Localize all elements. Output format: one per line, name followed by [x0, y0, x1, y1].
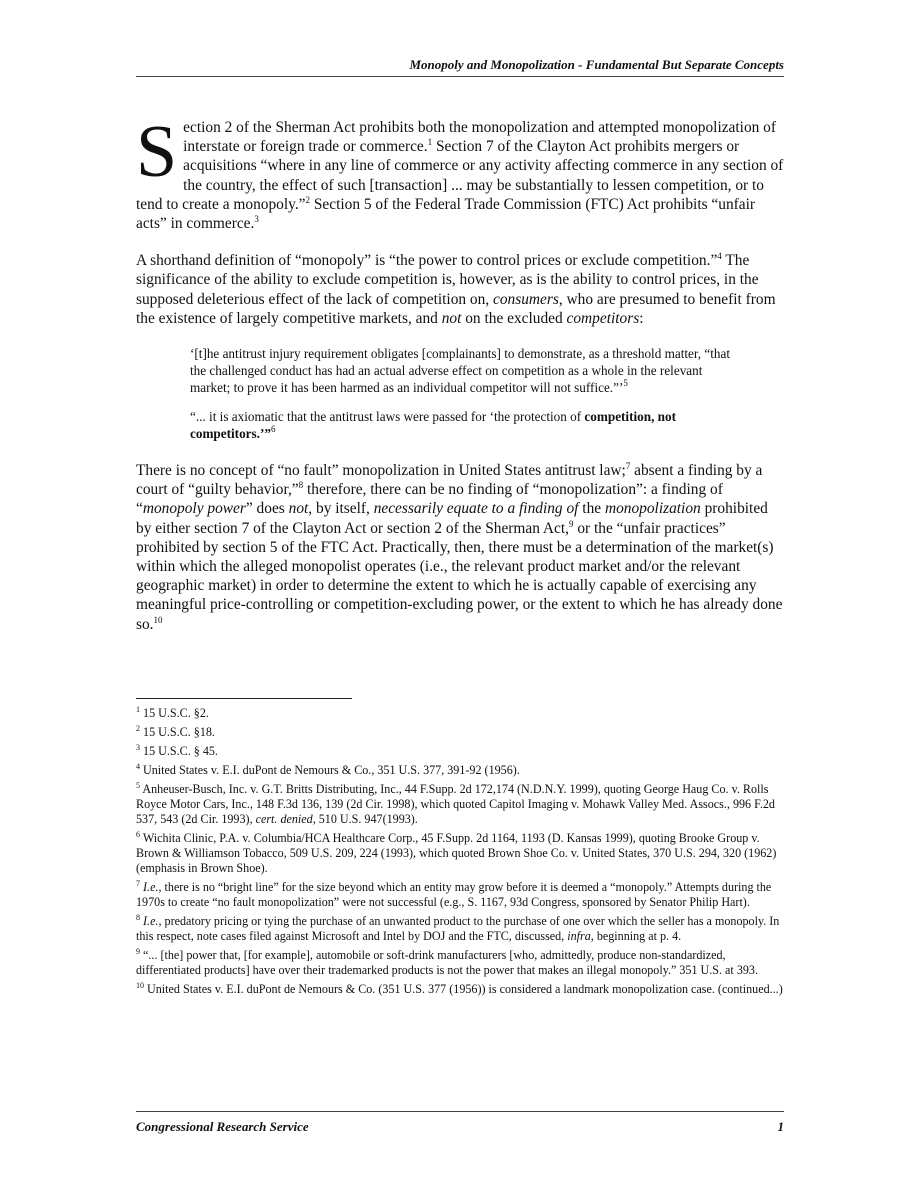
body-text	[136, 111, 784, 652]
footnote: $^3$ 15 U.S.C. § 45.	[136, 743, 218, 758]
block-quote-1: ‘[t]he antitrust injury requirement obligates [complainants] to demonstrate, as a threshold matter, “that the challenged conduct has had an actual adverse effect on competition as a whole in the relevant market; to prove it has been harmed as an individual competitor will not suffice.”’$^5$	[190, 346, 730, 395]
footnote: $^6$ Wichita Clinic, P.A. v. Columbia/HCA Healthcare Corp., 45 F.Supp. 2d 1164, 1193 (D. Kansas 1999), quoting Brooke Group v. Brown & Williamson Tobacco, 509 U.S. 209, 224 (1993), which quoted Brown Shoe Co. v. United States, 370 U.S. 294, 320 (1962) (emphasis in Brown Shoe).	[136, 830, 777, 875]
page-footer	[136, 1111, 784, 1135]
block-quote-2: “... it is axiomatic that the antitrust laws were passed for ‘the protection of competition, not competitors.’”$^6$	[190, 409, 676, 442]
footnote-ref[interactable]: 8	[298, 480, 304, 491]
footnote: $^5$ Anheuser-Busch, Inc. v. G.T. Britts Distributing, Inc., 44 F.Supp. 2d 172,174 (N.D.N.Y. 1999), quoting George Haug Co. v. Rolls Royce Motor Cars, Inc., 148 F.3d 136, 139 (2d Cir. 1998), which quoted Capitol Imaging v. Mohawk Valley Med. Assocs., 996 F.2d 537, 543 (2d Cir. 1993), cert. denied, 510 U.S. 947(1993).	[136, 781, 775, 826]
footnote: $^7$ I.e., there is no “bright line” for the size beyond which an entity may grow before it is deemed a “monopoly.” Attempts during the 1970s to create “no fault monopolization” were not successful (e.g., S. 1167, 93d Congress, sponsored by Senator Philip Hart).	[136, 879, 772, 909]
footnote-divider	[136, 698, 352, 699]
drop-cap: S	[136, 111, 178, 193]
footnote-ref[interactable]: 4	[717, 251, 722, 262]
footnote: $^4$ United States v. E.I. duPont de Nemours & Co., 351 U.S. 377, 391-92 (1956).	[136, 762, 520, 777]
footer-publisher: Congressional Research Service	[136, 1119, 309, 1134]
footnote-ref[interactable]: 1	[427, 137, 433, 148]
footnote: $^1$ 15 U.S.C. §2.	[136, 705, 209, 720]
paragraph-1: Section 2 of the Sherman Act prohibits both the monopolization and attempted monopolization of interstate or foreign trade or commerce.$^1$ Section 7 of the Clayton Act prohibits mergers or acquisitions “where in any line of commerce or any activity affecting commerce in any section of the country, the effect of such [transaction] ... may be substantially to lessen competition, or to tend to create a monopoly.”$^2$ Section 5 of the Federal Trade Commission (FTC) Act prohibits “unfair acts” in commerce.$^3$	[136, 111, 784, 233]
footnote-ref[interactable]: 9	[568, 518, 574, 529]
footnote-ref[interactable]: 2	[305, 194, 311, 205]
footnotes	[136, 706, 784, 1001]
footnote: $^8$ I.e., predatory pricing or tying the purchase of an unwanted product to the purchase of one over which the seller has a monopoly. In this respect, note cases filed against Microsoft and Intel by DOJ and the FTC, discussed, infra, beginning at p. 4.	[136, 913, 780, 943]
footnote-ref[interactable]: 7	[625, 461, 631, 472]
paragraph-3: There is no concept of “no fault” monopolization in United States antitrust law;$^7$ absent a finding by a court of “guilty behavior,”$^8$ therefore, there can be no finding of “monopolization”: a finding of “monopoly power” does not, by itself, necessarily equate to a finding of the monopolization prohibited by either section 7 of the Clayton Act or section 2 of the Sherman Act,$^9$ or the “unfair practices” prohibited by section 5 of the FTC Act. Practically, then, there must be a determination of the market(s) within which the alleged monopolist operates (i.e., the relevant product market and/or the relevant geographic market) in order to determine the extent to which he is actually capable of exercising any meaningful price-controlling or competition-excluding power, or the extent to which he has already done so.$^{10}$	[136, 461, 783, 633]
running-header: Monopoly and Monopolization - Fundamental But Separate Concepts	[136, 57, 784, 77]
footnote-ref[interactable]: 3	[254, 214, 259, 225]
paragraph-2: A shorthand definition of “monopoly” is “the power to control prices or exclude competition.”$^4$ The significance of the ability to exclude competition is, however, as is the ability to control prices, in the supposed deleterious effect of the lack of competition on, consumers, who are presumed to benefit from the existence of largely competitive markets, and not on the excluded competitors:	[136, 251, 776, 327]
footnote-ref[interactable]: 6	[270, 424, 276, 435]
footnote-ref[interactable]: 5	[623, 377, 628, 388]
footnote: $^{10}$ United States v. E.I. duPont de Nemours & Co. (351 U.S. 377 (1956)) is considered a landmark monopolization case. (continued...)	[136, 981, 783, 996]
footnote: $^2$ 15 U.S.C. §18.	[136, 724, 215, 739]
footnote: $^9$ “... [the] power that, [for example], automobile or soft-drink manufacturers [who, admittedly, produce non-standardized, differentiated products] have over their trademarked products is not the power that makes an illegal monopoly.” 351 U.S. at 393.	[136, 947, 758, 977]
page-number: 1	[777, 1119, 784, 1134]
footnote-ref[interactable]: 10	[153, 614, 163, 625]
